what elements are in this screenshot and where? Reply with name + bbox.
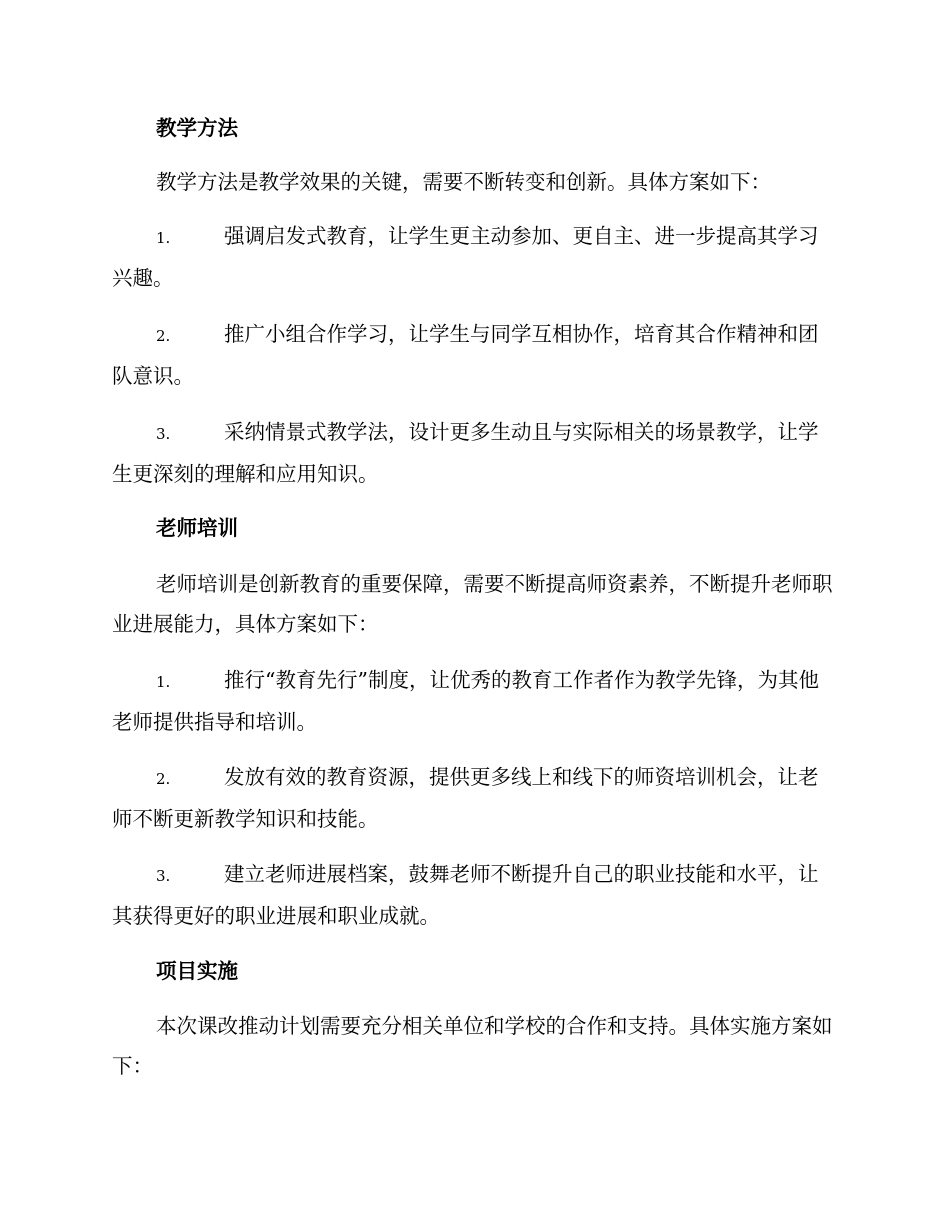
list-item-number: 3. [156, 867, 171, 885]
list-item-number: 1. [156, 229, 171, 247]
list-item-number: 1. [156, 673, 171, 691]
section-intro-project-implementation: 本次课改推动计划需要充分相关单位和学校的合作和支持。具体实施方案如下： [112, 1014, 833, 1078]
list-item-text: 发放有效的教育资源，提供更多线上和线下的师资培训机会，让老师不断更新教学知识和技能。 [112, 765, 819, 831]
list-item-number: 2. [156, 770, 171, 788]
list-item [112, 660, 837, 742]
list-item-number: 2. [156, 327, 171, 345]
list-item-text: 采纳情景式教学法，设计更多生动且与实际相关的场景教学，让学生更深刻的理解和应用知识。 [112, 420, 819, 486]
list-item-text: 推行“教育先行”制度，让优秀的教育工作者作为教学先锋，为其他老师提供指导和培训。 [112, 668, 819, 734]
section-intro-teaching-methods: 教学方法是教学效果的关键，需要不断转变和创新。具体方案如下： [156, 170, 771, 194]
list-item [112, 757, 837, 839]
list-item-text: 建立老师进展档案，鼓舞老师不断提升自己的职业技能和水平，让其获得更好的职业进展和职业成就。 [112, 862, 819, 928]
list-item [112, 216, 837, 298]
list-item-text: 推广小组合作学习，让学生与同学互相协作，培育其合作精神和团队意识。 [112, 322, 819, 388]
section-intro-teacher-training: 老师培训是创新教育的重要保障，需要不断提高师资素养，不断提升老师职业进展能力，具体方案如下： [112, 572, 833, 636]
list-item [112, 314, 837, 396]
section-heading-project-implementation: 项目实施 [156, 959, 238, 983]
section-heading-teacher-training: 老师培训 [156, 516, 238, 540]
list-item-text: 强调启发式教育，让学生更主动参加、更自主、进一步提高其学习兴趣。 [112, 224, 819, 290]
list-item [112, 854, 837, 936]
section-heading-teaching-methods: 教学方法 [156, 116, 238, 140]
list-item-number: 3. [156, 425, 171, 443]
list-item [112, 412, 837, 494]
